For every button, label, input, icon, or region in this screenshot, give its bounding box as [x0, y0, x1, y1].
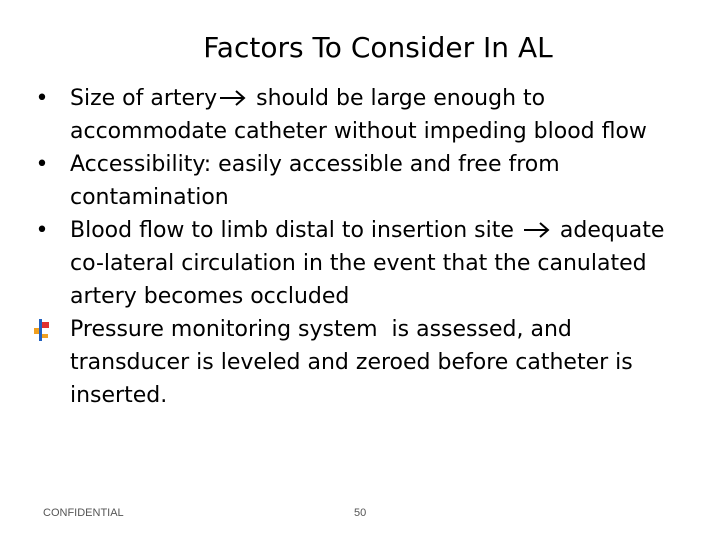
bullet-marker: •: [35, 152, 49, 177]
bullet-text: Size of artery: [70, 86, 218, 111]
footer-page-number: 50: [354, 507, 367, 519]
bullet-text: Pressure monitoring system is assessed, and transducer is leveled and zeroed before catheter is inserted.: [70, 317, 640, 408]
bullet-item: [32, 82, 692, 148]
bullet-item: [32, 313, 692, 412]
right-arrow-icon: [218, 89, 248, 107]
bullet-text: should be large enough to accommodate catheter without impeding blood flow: [70, 86, 647, 144]
bullet-text: Blood flow to limb distal to insertion site: [70, 218, 521, 243]
footer-confidential: CONFIDENTIAL: [43, 507, 124, 519]
slide-title: Factors To Consider In AL: [203, 31, 553, 64]
flag-bullet-icon: [34, 318, 50, 340]
right-arrow-icon: [522, 221, 552, 239]
bullet-marker: •: [35, 218, 49, 243]
bullet-text: adequate co-lateral circulation in the event that the canulated artery becomes occluded: [70, 218, 665, 309]
bullet-text: Accessibility: easily accessible and free from contamination: [70, 152, 560, 210]
bullet-marker: •: [35, 86, 49, 111]
bullet-item: [32, 214, 692, 313]
bullet-item: [32, 148, 692, 214]
bullet-list: [32, 82, 692, 412]
